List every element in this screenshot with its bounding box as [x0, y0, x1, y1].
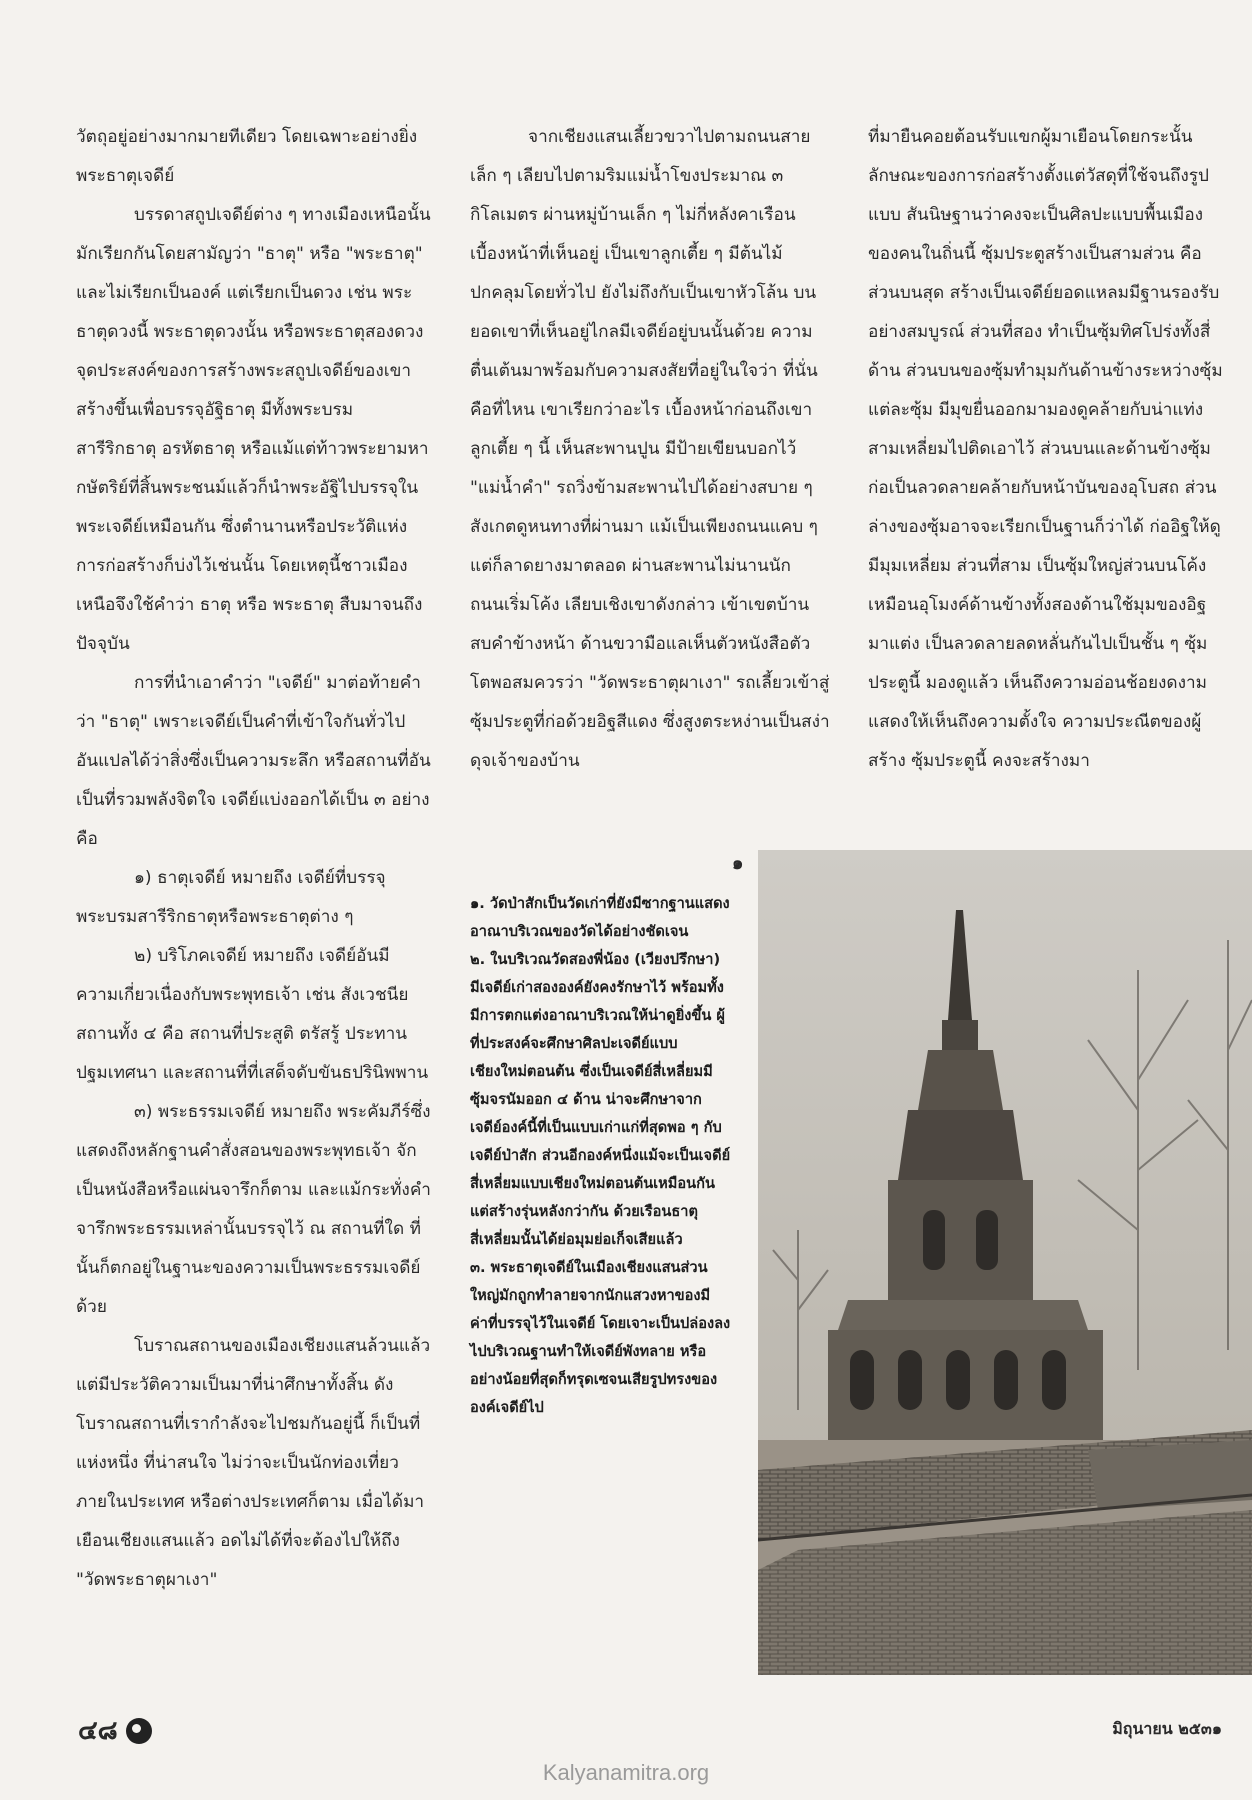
paragraph: บรรดาสถูปเจดีย์ต่าง ๆ ทางเมืองเหนือนั้นมักเรียกกันโดยสามัญว่า "ธาตุ" หรือ "พระธาตุ" และไม่เรียกเป็นองค์ แต่เรียกเป็นดวง เช่น พระธาตุดวงนี้ พระธาตุดวงนั้น หรือพระธาตุสองดวง จุดประสงค์ของการสร้างพระสถูปเจดีย์ของเขา สร้างขึ้นเพื่อบรรจุอัฐิธาตุ มีทั้งพระบรมสารีริกธาตุ อรหัตธาตุ หรือแม้แต่ท้าวพระยามหากษัตริย์ที่สิ้นพระชนม์แล้วก็นำพระอัฐิไปบรรจุในพระเจดีย์เหมือนกัน ซึ่งตำนานหรือประวัติแห่งการก่อสร้างก็บ่งไว้เช่นนั้น โดยเหตุนี้ชาวเมืองเหนือจึงใช้คำว่า ธาตุ หรือ พระธาตุ สืบมาจนถึงปัจจุบัน: [76, 205, 431, 654]
caption-2: ๒. ในบริเวณวัดสองพี่น้อง (เวียงปรึกษา) มีเจดีย์เก่าสององค์ยังคงรักษาไว้ พร้อมทั้งมีการตกแต่งอาณาบริเวณให้น่าดูยิ่งขึ้น ผู้ที่ประสงค์จะศึกษาศิลปะเจดีย์แบบเชียงใหม่ตอนต้น ซึ่งเป็นเจดีย์สี่เหลี่ยมมีซุ้มจรนัมออก ๔ ด้าน น่าจะศึกษาจากเจดีย์องค์นี้ที่เป็นแบบเก่าแก่ที่สุดพอ ๆ กับเจดีย์ป่าสัก ส่วนอีกองค์หนึ่งแม้จะเป็นเจดีย์สี่เหลี่ยมแบบเชียงใหม่ตอนต้นเหมือนกัน แต่สร้างรุ่นหลังกว่ากัน ด้วยเรือนธาตุสี่เหลี่ยมนั้นได้ย่อมุมย่อเก็จเสียแล้ว: [470, 951, 731, 1248]
issue-date: มิถุนายน ๒๕๓๑: [1112, 1719, 1222, 1738]
bullet-circle-icon: [126, 1718, 152, 1744]
text-column-1: [76, 118, 431, 1600]
paragraph: ๑) ธาตุเจดีย์ หมายถึง เจดีย์ที่บรรจุพระบรมสารีริกธาตุหรือพระธาตุต่าง ๆ: [76, 868, 386, 927]
caption-1: ๑. วัดป่าสักเป็นวัดเก่าที่ยังมีซากฐานแสดงอาณาบริเวณของวัดได้อย่างชัดเจน: [470, 895, 730, 940]
paragraph: การที่นำเอาคำว่า "เจดีย์" มาต่อท้ายคำว่า "ธาตุ" เพราะเจดีย์เป็นคำที่เข้าใจกันทั่วไป อันแปลได้ว่าสิ่งซึ่งเป็นความระลึก หรือสถานที่อันเป็นที่รวมพลังจิตใจ เจดีย์แบ่งออกได้เป็น ๓ อย่างคือ: [76, 673, 431, 849]
figure-number: ๑: [732, 853, 744, 874]
text-column-3: [868, 118, 1223, 781]
caption-3: ๓. พระธาตุเจดีย์ในเมืองเชียงแสนส่วนใหญ่มักถูกทำลายจากนักแสวงหาของมีค่าที่บรรจุไว้ในเจดีย์ โดยเจาะเป็นปล่องลงไปบริเวณฐานทำให้เจดีย์พังทลาย หรืออย่างน้อยที่สุดก็ทรุดเซจนเสียรูปทรงขององค์เจดีย์ไป: [470, 1259, 731, 1416]
paragraph: ๒) บริโภคเจดีย์ หมายถึง เจดีย์อันมีความเกี่ยวเนื่องกับพระพุทธเจ้า เช่น สังเวชนียสถานทั้ง ๔ คือ สถานที่ประสูติ ตรัสรู้ ประทานปฐมเทศนา และสถานที่ที่เสด็จดับขันธปรินิพพาน: [76, 946, 429, 1083]
page-number-text: ๔๘: [78, 1716, 118, 1746]
paragraph: จากเชียงแสนเลี้ยวขวาไปตามถนนสายเล็ก ๆ เลียบไปตามริมแม่น้ำโขงประมาณ ๓ กิโลเมตร ผ่านหมู่บ้านเล็ก ๆ ไม่กี่หลังคาเรือน เบื้องหน้าที่เห็นอยู่ เป็นเขาลูกเตี้ย ๆ มีต้นไม้ปกคลุมโดยทั่วไป ยังไม่ถึงกับเป็นเขาหัวโล้น บนยอดเขาที่เห็นอยู่ไกลมีเจดีย์อยู่บนนั้นด้วย ความตื่นเต้นมาพร้อมกับความสงสัยที่อยู่ในใจว่า ที่นั่นคือที่ไหน เขาเรียกว่าอะไร เบื้องหน้าก่อนถึงเขาลูกเตี้ย ๆ นี้ เห็นสะพานปูน มีป้ายเขียนบอกไว้ "แม่น้ำคำ" รถวิ่งข้ามสะพานไปได้อย่างสบาย ๆ สังเกตดูหนทางที่ผ่านมา แม้เป็นเพียงถนนแคบ ๆ แต่ก็ลาดยางมาตลอด ผ่านสะพานไม่นานนัก ถนนเริ่มโค้ง เลียบเชิงเขาดังกล่าว เข้าเขตบ้านสบคำข้างหน้า ด้านขวามือแลเห็นตัวหนังสือตัวโตพอสมควรว่า "วัดพระธาตุผาเงา" รถเลี้ยวเข้าสู่ซุ้มประตูที่ก่อด้วยอิฐสีแดง ซึ่งสูงตระหง่านเป็นสง่าดุจเจ้าของบ้าน: [470, 127, 830, 771]
photo-captions: [470, 890, 732, 1422]
watermark: Kalyanamitra.org: [542, 1760, 710, 1785]
paragraph: วัตถุอยู่อย่างมากมายทีเดียว โดยเฉพาะอย่างยิ่ง พระธาตุเจดีย์: [76, 127, 418, 186]
paragraph: ที่มายืนคอยต้อนรับแขกผู้มาเยือนโดยกระนั้นลักษณะของการก่อสร้างตั้งแต่วัสดุที่ใช้จนถึงรูปแบบ สันนิษฐานว่าคงจะเป็นศิลปะแบบพื้นเมืองของคนในถิ่นนี้ ซุ้มประตูสร้างเป็นสามส่วน คือส่วนบนสุด สร้างเป็นเจดีย์ยอดแหลมมีฐานรองรับอย่างสมบูรณ์ ส่วนที่สอง ทำเป็นซุ้มทิศโปร่งทั้งสี่ด้าน ส่วนบนของซุ้มทำมุมกันด้านข้างระหว่างซุ้มแต่ละซุ้ม มีมุขยื่นออกมามองดูคล้ายกับน่าแท่งสามเหลี่ยมไปติดเอาไว้ ส่วนบนและด้านข้างซุ้มก่อเป็นลวดลายคล้ายกับหน้าบันของอุโบสถ ส่วนล่างของซุ้มอาจจะเรียกเป็นฐานก็ว่าได้ ก่ออิฐให้ดูมีมุมเหลี่ยม ส่วนที่สาม เป็นซุ้มใหญ่ส่วนบนโค้งเหมือนอุโมงค์ด้านข้างทั้งสองด้านใช้มุมของอิฐมาแต่ง เป็นลวดลายลดหลั่นกันไปเป็นชั้น ๆ ซุ้มประตูนี้ มองดูแล้ว เห็นถึงความอ่อนช้อยงดงามแสดงให้เห็นถึงความตั้งใจ ความประณีตของผู้สร้าง ซุ้มประตูนี้ คงจะสร้างมา: [868, 127, 1223, 771]
paragraph: ๓) พระธรรมเจดีย์ หมายถึง พระคัมภีร์ซึ่งแสดงถึงหลักฐานคำสั่งสอนของพระพุทธเจ้า จักเป็นหนังสือหรือแผ่นจารึกก็ตาม และแม้กระทั่งคำจารึกพระธรรมเหล่านั้นบรรจุไว้ ณ สถานที่ใด ที่นั้นก็ตกอยู่ในฐานะของความเป็นพระธรรมเจดีย์ด้วย: [76, 1102, 431, 1317]
text-column-2: [470, 118, 830, 781]
paragraph: โบราณสถานของเมืองเชียงแสนล้วนแล้วแต่มีประวัติความเป็นมาที่น่าศึกษาทั้งสิ้น ดังโบราณสถานที่เรากำลังจะไปชมกันอยู่นี้ ก็เป็นที่แห่งหนึ่ง ที่น่าสนใจ ไม่ว่าจะเป็นนักท่องเที่ยวภายในประเทศ หรือต่างประเทศก็ตาม เมื่อได้มาเยือนเชียงแสนแล้ว อดไม่ได้ที่จะต้องไปให้ถึง "วัดพระธาตุผาเงา": [76, 1336, 431, 1590]
chedi-photo-image: [758, 850, 1252, 1675]
page-number: [78, 1710, 152, 1751]
chedi-photo: [758, 850, 1252, 1675]
